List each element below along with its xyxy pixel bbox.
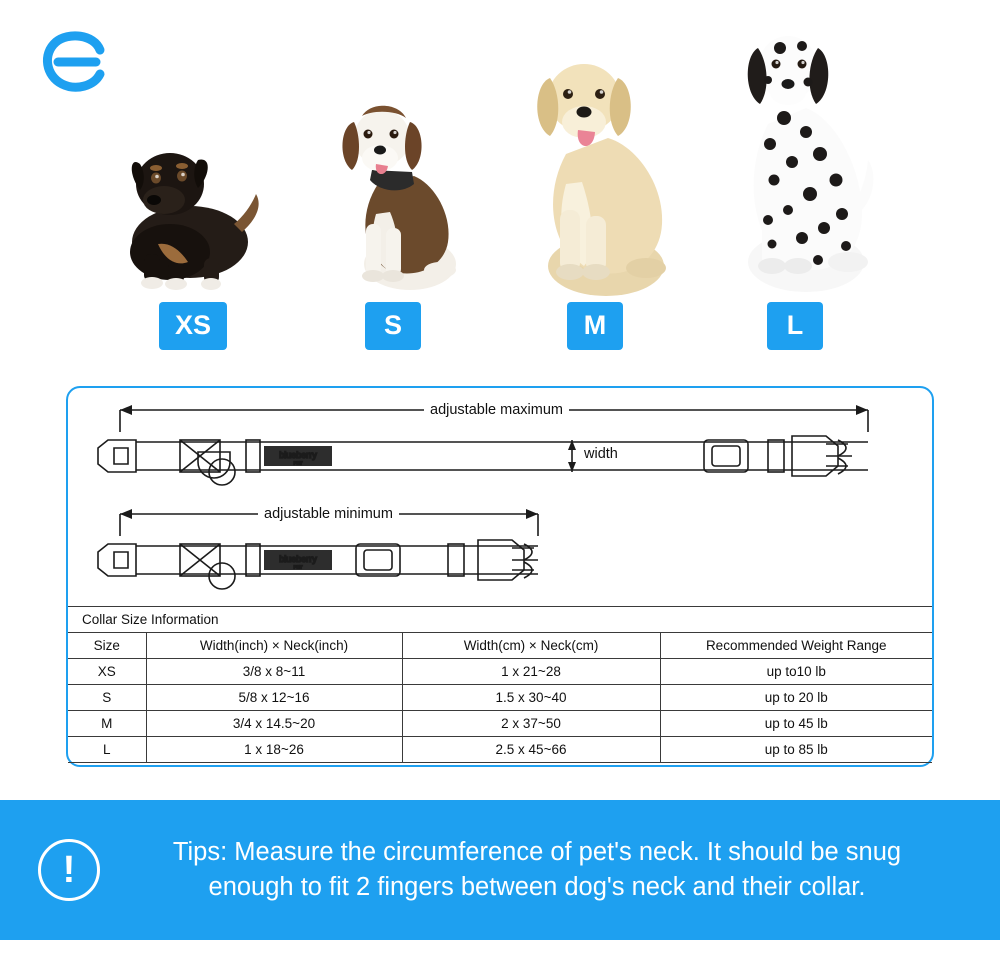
cell-cm: 1 x 21~28 bbox=[402, 659, 660, 685]
dog-size-cell-m bbox=[510, 34, 680, 350]
table-row bbox=[68, 685, 932, 711]
width-label: width bbox=[578, 446, 624, 462]
dog-size-cell-xs bbox=[118, 112, 268, 350]
dog-photo-l bbox=[710, 14, 880, 302]
dog-size-gallery bbox=[0, 0, 1000, 350]
size-badge-l: L bbox=[767, 302, 823, 350]
cell-inch: 3/8 x 8~11 bbox=[146, 659, 402, 685]
cell-weight: up to 45 lb bbox=[660, 711, 932, 737]
header-width-neck-cm: Width(cm) × Neck(cm) bbox=[402, 633, 660, 659]
cell-size: L bbox=[68, 737, 146, 763]
dog-photo-s bbox=[318, 64, 468, 302]
collar-spec-panel bbox=[66, 386, 934, 767]
header-weight-range: Recommended Weight Range bbox=[660, 633, 932, 659]
cell-weight: up to 85 lb bbox=[660, 737, 932, 763]
adjustable-maximum-label: adjustable maximum bbox=[424, 402, 569, 418]
svg-text:blueberry: blueberry bbox=[279, 450, 317, 460]
dog-size-cell-l bbox=[710, 14, 880, 350]
table-row bbox=[68, 737, 932, 763]
cell-size: XS bbox=[68, 659, 146, 685]
table-row bbox=[68, 711, 932, 737]
table-caption: Collar Size Information bbox=[68, 607, 932, 633]
header-width-neck-inch: Width(inch) × Neck(inch) bbox=[146, 633, 402, 659]
table-header-row bbox=[68, 633, 932, 659]
collar-size-table bbox=[68, 606, 932, 763]
table-row bbox=[68, 659, 932, 685]
svg-text:PET: PET bbox=[293, 564, 303, 570]
size-badge-xs: XS bbox=[159, 302, 227, 350]
exclamation-icon: ! bbox=[38, 839, 100, 901]
tips-banner bbox=[0, 800, 1000, 940]
tips-line-2: enough to fit 2 fingers between dog's neck and their collar. bbox=[208, 873, 866, 901]
svg-text:PET: PET bbox=[293, 460, 303, 466]
dog-photo-m bbox=[510, 34, 680, 302]
cell-inch: 1 x 18~26 bbox=[146, 737, 402, 763]
cell-cm: 2.5 x 45~66 bbox=[402, 737, 660, 763]
cell-cm: 2 x 37~50 bbox=[402, 711, 660, 737]
cell-size: S bbox=[68, 685, 146, 711]
header-size: Size bbox=[68, 633, 146, 659]
collar-diagram bbox=[68, 388, 932, 604]
dog-size-cell-s bbox=[318, 64, 468, 350]
tips-text bbox=[122, 835, 962, 905]
cell-inch: 5/8 x 12~16 bbox=[146, 685, 402, 711]
cell-cm: 1.5 x 30~40 bbox=[402, 685, 660, 711]
size-badge-s: S bbox=[365, 302, 421, 350]
cell-inch: 3/4 x 14.5~20 bbox=[146, 711, 402, 737]
cell-weight: up to 20 lb bbox=[660, 685, 932, 711]
table-caption-row bbox=[68, 607, 932, 633]
cell-weight: up to10 lb bbox=[660, 659, 932, 685]
tips-line-1: Tips: Measure the circumference of pet's neck. It should be snug bbox=[172, 837, 902, 866]
size-badge-m: M bbox=[567, 302, 623, 350]
adjustable-minimum-label: adjustable minimum bbox=[258, 506, 399, 522]
svg-text:blueberry: blueberry bbox=[279, 554, 317, 564]
cell-size: M bbox=[68, 711, 146, 737]
dog-photo-xs bbox=[118, 112, 268, 302]
